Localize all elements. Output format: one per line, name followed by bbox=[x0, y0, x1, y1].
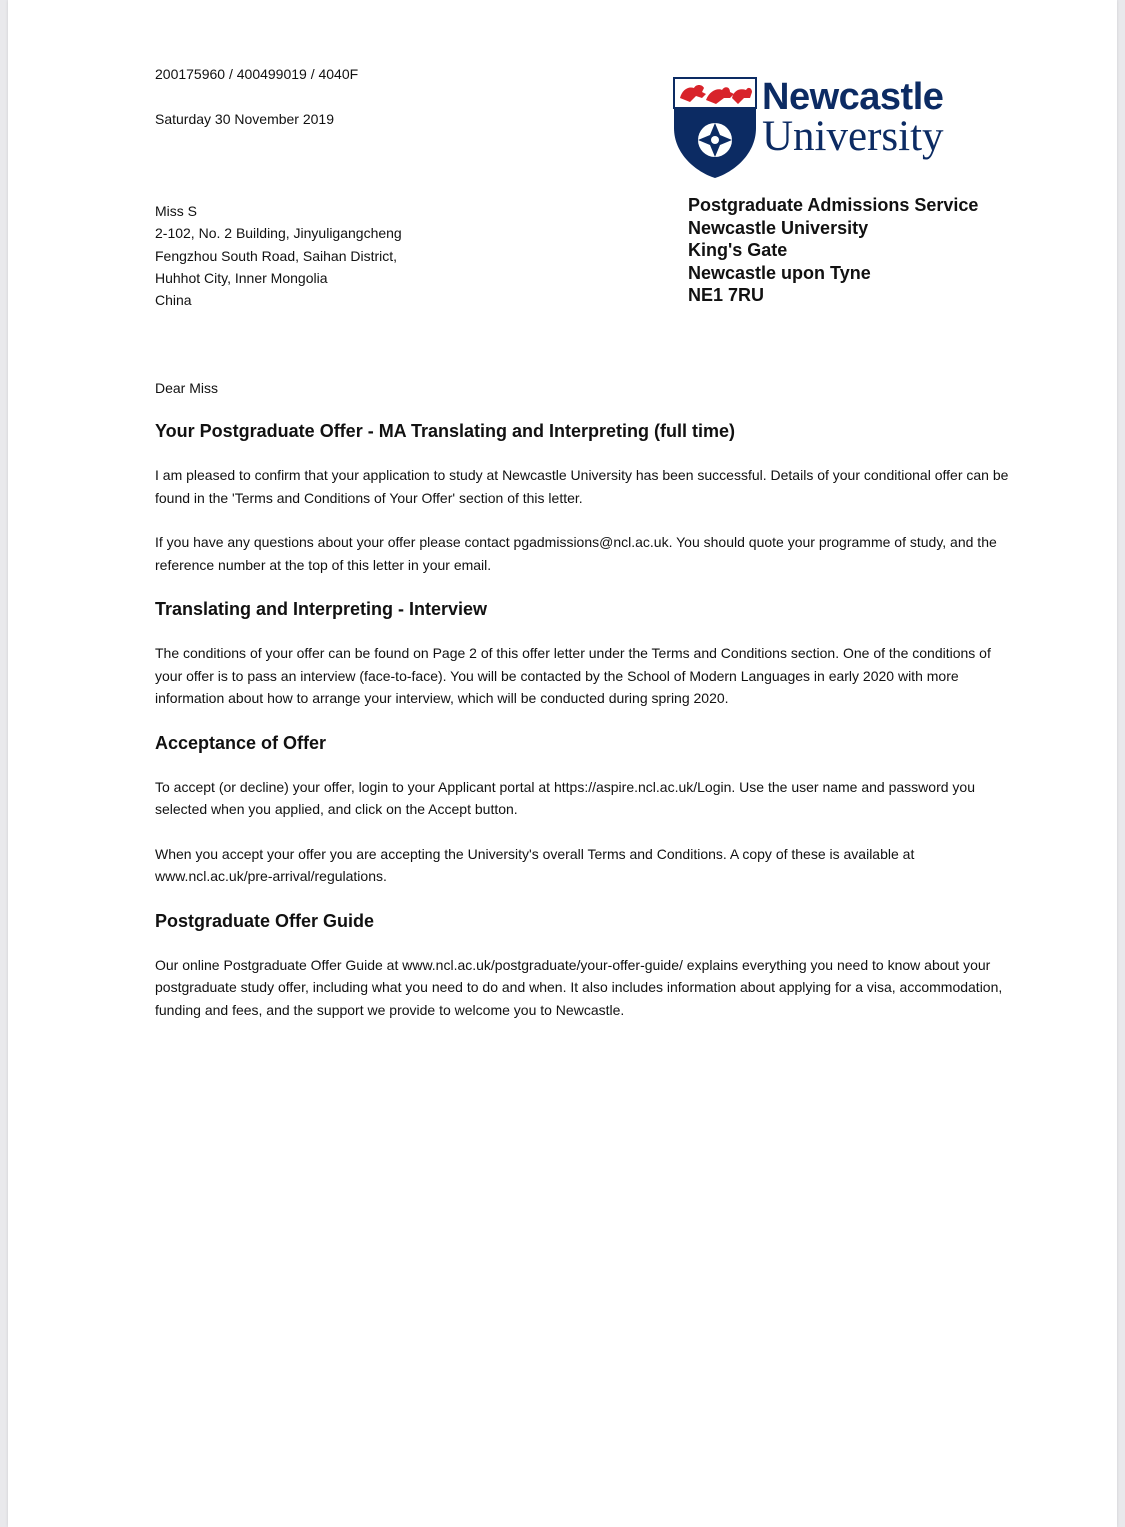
body-paragraph: If you have any questions about your offer please contact pgadmissions@ncl.ac.uk. You should quote your programme of study, and the reference number at the top of this letter in your email. bbox=[155, 534, 997, 573]
address-line: King's Gate bbox=[688, 240, 788, 260]
letter-date: Saturday 30 November 2019 bbox=[155, 111, 334, 127]
body-paragraph: I am pleased to confirm that your application to study at Newcastle University has been successful. Details of your conditional offer can be found in the 'Terms and Conditions of Your Offer' section of this letter. bbox=[155, 467, 1009, 506]
address-line: Huhhot City, Inner Mongolia bbox=[155, 269, 328, 286]
recipient-address bbox=[155, 200, 402, 311]
letter-page bbox=[8, 0, 1117, 1527]
address-line: NE1 7RU bbox=[688, 285, 765, 305]
logo-wordmark-line2: University bbox=[762, 113, 944, 160]
section-heading: Acceptance of Offer bbox=[155, 732, 327, 753]
redaction-mark bbox=[197, 206, 257, 218]
salutation: Dear Miss bbox=[155, 380, 278, 396]
address-line: Miss S bbox=[155, 200, 402, 222]
address-line: Newcastle University bbox=[688, 217, 869, 238]
sender-address bbox=[688, 194, 978, 307]
letter-title: Your Postgraduate Offer - MA Translating and Interpreting (full time) bbox=[155, 421, 736, 441]
redaction-mark bbox=[218, 383, 278, 395]
address-line: China bbox=[155, 292, 192, 309]
body-paragraph: When you accept your offer you are accepting the University's overall Terms and Conditions. A copy of these is available at www.ncl.ac.uk/pre-arrival/regulations. bbox=[155, 845, 915, 884]
section-heading: Translating and Interpreting - Interview bbox=[155, 599, 488, 619]
reference-number: 200175960 / 400499019 / 4040F bbox=[155, 66, 359, 82]
university-logo bbox=[670, 72, 970, 184]
body-paragraph: Our online Postgraduate Offer Guide at www.ncl.ac.uk/postgraduate/your-offer-guide/ explains everything you need to know about your postgraduate study offer, including what you need to do and when. It also includes information about applying for a visa, accommodation, funding and fees, and the support we provide to welcome you to Newcastle. bbox=[155, 956, 1003, 1018]
body-paragraph: To accept (or decline) your offer, login to your Applicant portal at https://aspire.ncl.ac.uk/Login. Use the user name and password you selected when you applied, and click on the Accept button. bbox=[155, 778, 975, 817]
letter-body bbox=[155, 420, 1015, 1043]
address-line: Newcastle upon Tyne bbox=[688, 262, 871, 283]
address-line: Postgraduate Admissions Service bbox=[688, 195, 979, 215]
section-heading: Postgraduate Offer Guide bbox=[155, 910, 375, 931]
shield-icon bbox=[672, 76, 758, 180]
body-paragraph: The conditions of your offer can be found on Page 2 of this offer letter under the Terms and Conditions section. One of the conditions of your offer is to pass an interview (face-to-face). You will be contacted by the School of Modern Languages in early 2020 with more information about how to arrange your interview, which will be conducted during spring 2020. bbox=[155, 645, 991, 706]
address-line: 2-102, No. 2 Building, Jinyuligangcheng bbox=[155, 225, 402, 242]
logo-wordmark-line1: Newcastle bbox=[762, 76, 944, 118]
address-line: Fengzhou South Road, Saihan District, bbox=[155, 247, 398, 264]
